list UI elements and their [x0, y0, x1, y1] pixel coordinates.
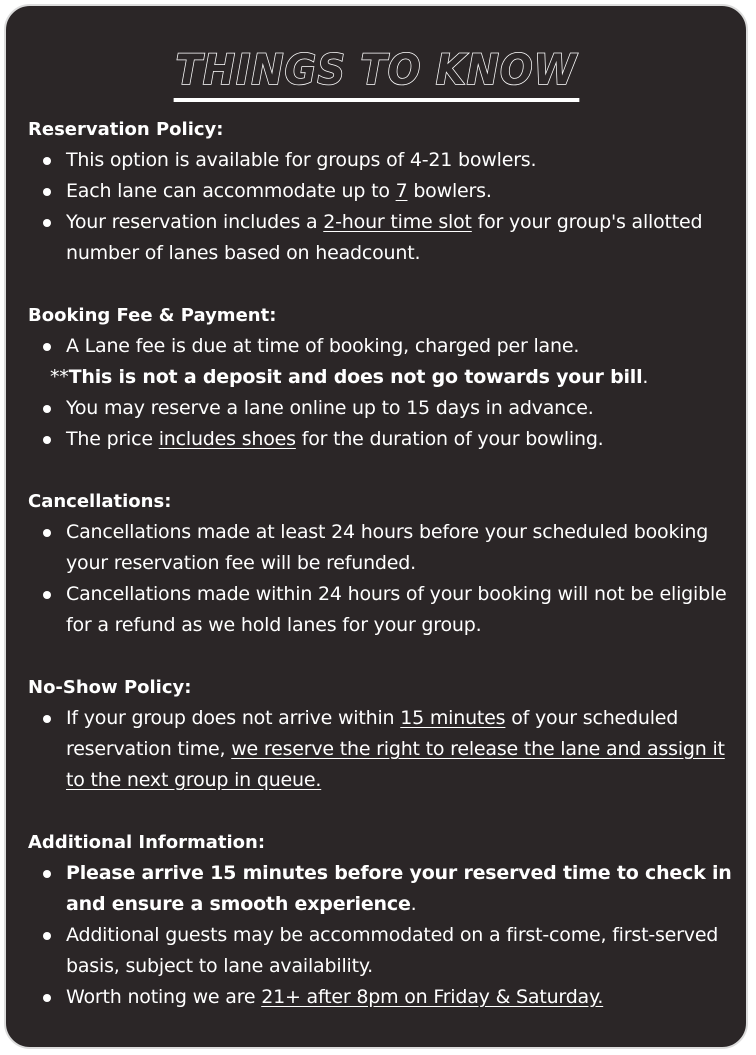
item-text: bowlers.: [407, 180, 492, 202]
section-heading: Additional Information:: [28, 832, 266, 853]
bullet-icon: [43, 188, 51, 196]
note-suffix: .: [642, 366, 649, 388]
section-booking-fee: [28, 300, 738, 455]
bullet-icon: [43, 529, 51, 537]
list-item: [28, 703, 738, 796]
underlined-text: we reserve the right to release the lane and assign it to the next group in queue.: [66, 738, 725, 791]
bullet-icon: [43, 994, 51, 1002]
bold-text: This is not a deposit and does not go towards your bill: [68, 366, 643, 388]
bullet-list: [28, 145, 738, 269]
section-cancellations: [28, 486, 738, 641]
item-text: This option is available for groups of 4-21 bowlers.: [66, 149, 537, 171]
item-text: Each lane can accommodate up to: [66, 180, 396, 202]
section-reservation-policy: [28, 114, 738, 269]
section-heading: Cancellations:: [28, 491, 172, 512]
item-text: Worth noting we are: [66, 986, 262, 1008]
content: [28, 114, 738, 1044]
bullet-icon: [43, 343, 51, 351]
item-text: Cancellations made at least 24 hours before your scheduled booking your reservation fee will be refunded.: [66, 521, 709, 574]
bullet-icon: [43, 715, 51, 723]
item-text: .: [410, 893, 417, 915]
item-text: The price: [66, 428, 159, 450]
underlined-text: 2-hour time slot: [323, 211, 472, 233]
bullet-icon: [43, 932, 51, 940]
bullet-list: [28, 858, 738, 1013]
item-text: A Lane fee is due at time of booking, charged per lane.: [66, 335, 580, 357]
list-item: [28, 331, 738, 393]
bullet-list: [28, 517, 738, 641]
item-text: You may reserve a lane online up to 15 days in advance.: [66, 397, 594, 419]
deposit-note: [50, 362, 738, 393]
section-heading: No-Show Policy:: [28, 677, 192, 698]
note-prefix: **: [50, 366, 69, 388]
item-text: Your reservation includes a: [66, 211, 324, 233]
section-heading: Booking Fee & Payment:: [28, 305, 277, 326]
underlined-text: 21+ after 8pm on Friday & Saturday.: [261, 986, 604, 1008]
list-item: [28, 207, 738, 269]
list-item: [28, 579, 738, 641]
bullet-icon: [43, 870, 51, 878]
bullet-icon: [43, 219, 51, 227]
bullet-icon: [43, 436, 51, 444]
bullet-icon: [43, 591, 51, 599]
bullet-list: [28, 703, 738, 796]
list-item: [28, 920, 738, 982]
item-text: Additional guests may be accommodated on a first-come, first-served basis, subject to lane availability.: [66, 924, 719, 977]
info-card: [4, 4, 748, 1049]
section-heading: Reservation Policy:: [28, 119, 224, 140]
list-item: [28, 424, 738, 455]
bullet-icon: [43, 157, 51, 165]
list-item: [28, 393, 738, 424]
list-item: [28, 858, 738, 920]
page-title-text: THINGS TO KNOW: [173, 44, 578, 102]
underlined-text: 7: [395, 180, 408, 202]
item-text: for your group's allotted number of lanes based on headcount.: [66, 211, 703, 264]
page-title: [6, 44, 746, 102]
item-text: for the duration of your bowling.: [295, 428, 604, 450]
underlined-text: 15 minutes: [400, 707, 506, 729]
section-no-show-policy: [28, 672, 738, 796]
bold-text: Please arrive 15 minutes before your reserved time to check in and ensure a smooth experience: [66, 862, 732, 915]
list-item: [28, 176, 738, 207]
list-item: [28, 982, 738, 1013]
underlined-text: includes shoes: [158, 428, 296, 450]
list-item: [28, 145, 738, 176]
list-item: [28, 517, 738, 579]
bullet-icon: [43, 405, 51, 413]
section-additional-information: [28, 827, 738, 1013]
bullet-list: [28, 331, 738, 455]
item-text: of your scheduled reservation time,: [66, 707, 679, 760]
item-text: Cancellations made within 24 hours of your booking will not be eligible for a refund as we hold lanes for your group.: [66, 583, 727, 636]
item-text: If your group does not arrive within: [66, 707, 401, 729]
